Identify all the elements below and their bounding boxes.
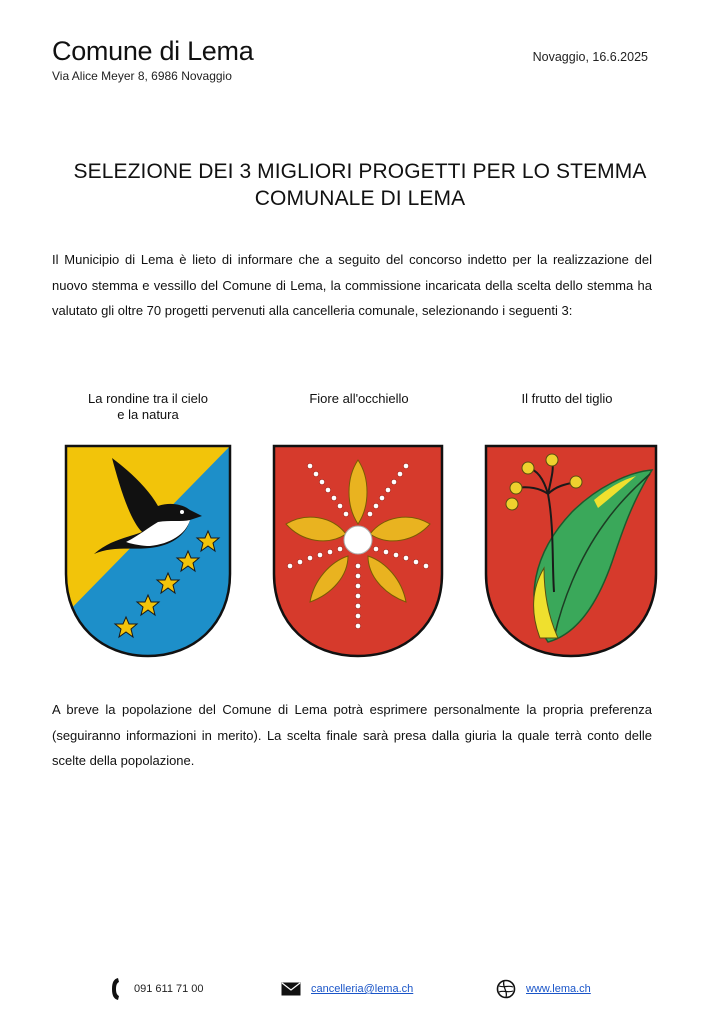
- proposal-caption-3: [487, 391, 647, 407]
- caption-line: Il frutto del tiglio: [521, 391, 613, 406]
- closing-paragraph: A breve la popolazione del Comune di Lema potrà esprimere personalmente la propria preferenza (seguiranno informazioni in merito). La scelta finale sarà presa dalla giuria la quale terrà conto delle scelte della popolazione.: [52, 702, 652, 768]
- footer-website: [496, 976, 591, 1002]
- title-line-1: SELEZIONE DEI 3 MIGLIORI PROGETTI PER LO STEMMA: [73, 160, 647, 183]
- footer-email: [281, 976, 413, 1002]
- document-title: [50, 158, 670, 212]
- org-address: Via Alice Meyer 8, 6986 Novaggio: [52, 69, 232, 83]
- envelope-icon: [281, 982, 301, 996]
- globe-icon: [496, 979, 516, 999]
- website-link[interactable]: www.lema.ch: [526, 983, 591, 995]
- email-link[interactable]: cancelleria@lema.ch: [311, 983, 414, 995]
- linden-shield-icon: [482, 442, 660, 660]
- flower-shield-icon: [270, 442, 446, 660]
- org-name: Comune di Lema: [52, 36, 254, 66]
- caption-line: La rondine tra il cielo: [88, 391, 208, 406]
- title-line-2: COMUNALE DI LEMA: [254, 187, 466, 210]
- proposal-caption-2: [279, 391, 439, 407]
- swallow-shield-icon: [62, 442, 234, 660]
- document-date: Novaggio, 16.6.2025: [532, 50, 648, 64]
- phone-number: 091 611 71 00: [134, 983, 204, 995]
- caption-line: e la natura: [117, 407, 179, 422]
- caption-line: Fiore all'occhiello: [309, 391, 409, 406]
- footer-phone: [108, 976, 204, 1002]
- proposal-caption-1: [68, 391, 228, 423]
- intro-paragraph: Il Municipio di Lema è lieto di informare che a seguito del concorso indetto per la realizzazione del nuovo stemma e vessillo del Comune di Lema, la commissione incaricata della scelta dello stemma ha valutato gli oltre 70 progetti pervenuti alla cancelleria comunale, selezionando i seguenti 3:: [52, 252, 652, 318]
- phone-icon: [108, 976, 124, 1002]
